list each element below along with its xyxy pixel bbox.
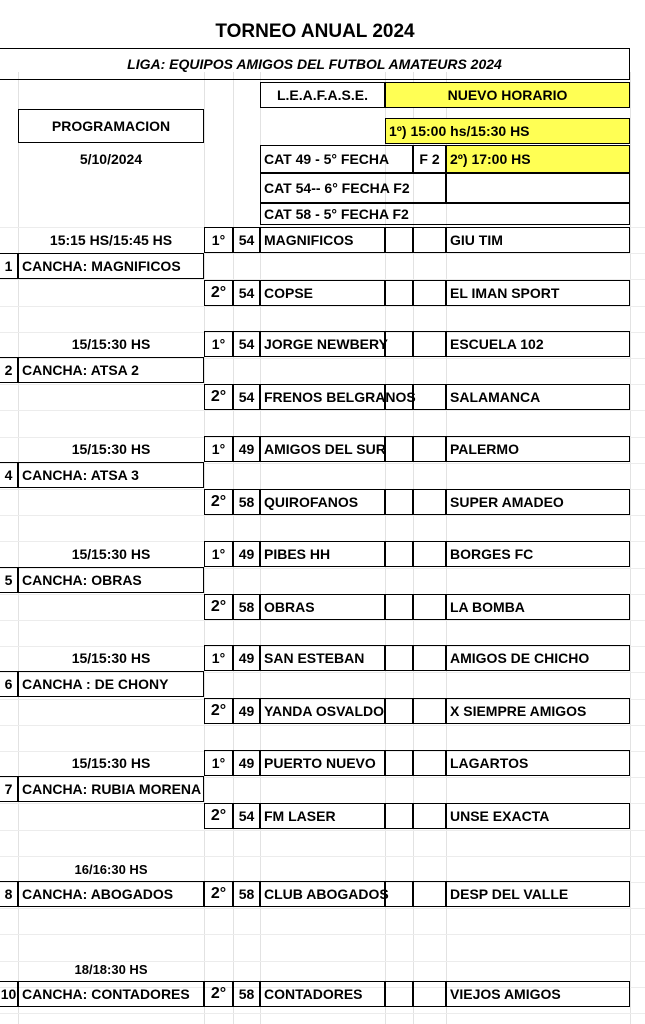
cancha-number: 1 <box>0 253 18 279</box>
match-time: 15:15 HS/15:45 HS <box>49 232 173 248</box>
nuevo-horario-label: NUEVO HORARIO <box>385 82 630 108</box>
away-team: SUPER AMADEO <box>446 489 630 515</box>
match-category: 49 <box>233 750 260 776</box>
match-order: 2° <box>204 803 233 829</box>
match-category: 54 <box>233 384 260 410</box>
empty-cell <box>385 227 413 253</box>
match-order: 1° <box>204 541 233 567</box>
org-label: L.E.A.F.A.S.E. <box>260 82 385 108</box>
match-time: 15/15:30 HS <box>71 336 151 352</box>
home-team: YANDA OSVALDO <box>260 698 385 724</box>
grid-line <box>0 934 645 935</box>
home-team: JORGE NEWBERY <box>260 331 385 357</box>
home-team: CLUB ABOGADOS <box>260 881 385 907</box>
match-category: 58 <box>233 881 260 907</box>
away-team: UNSE EXACTA <box>446 803 630 829</box>
away-team: EL IMAN SPORT <box>446 280 630 306</box>
cancha-number: 4 <box>0 462 18 488</box>
grid-line <box>0 908 645 909</box>
cancha-number: 8 <box>0 881 18 907</box>
away-team: VIEJOS AMIGOS <box>446 981 630 1007</box>
match-order: 1° <box>204 750 233 776</box>
match-time: 15/15:30 HS <box>71 755 151 771</box>
home-team: OBRAS <box>260 594 385 620</box>
empty-cell <box>385 981 413 1007</box>
grid-line <box>0 410 645 411</box>
home-team: MAGNIFICOS <box>260 227 385 253</box>
horario-1: 1º) 15:00 hs/15:30 HS <box>385 118 630 144</box>
match-order: 2° <box>204 881 233 907</box>
cancha-name: CANCHA: OBRAS <box>18 567 204 593</box>
match-order: 2° <box>204 594 233 620</box>
empty-cell <box>385 489 413 515</box>
away-team: LAGARTOS <box>446 750 630 776</box>
away-team: PALERMO <box>446 436 630 462</box>
cancha-name: CANCHA: MAGNIFICOS <box>18 253 204 279</box>
league-name: LIGA: EQUIPOS AMIGOS DEL FUTBOL AMATEURS 2024 <box>0 48 630 80</box>
empty-cell <box>413 489 446 515</box>
match-category: 54 <box>233 331 260 357</box>
cancha-number: 10 <box>0 981 18 1007</box>
away-team: X SIEMPRE AMIGOS <box>446 698 630 724</box>
empty-cell <box>385 881 413 907</box>
empty-cell <box>413 981 446 1007</box>
empty-cell <box>385 594 413 620</box>
away-team: BORGES FC <box>446 541 630 567</box>
match-order: 1° <box>204 436 233 462</box>
away-team: AMIGOS DE CHICHO <box>446 645 630 671</box>
home-team: COPSE <box>260 280 385 306</box>
match-time: 18/18:30 HS <box>74 961 148 977</box>
horario-2: 2º) 17:00 HS <box>446 145 630 173</box>
empty-cell <box>413 331 446 357</box>
empty-cell <box>413 541 446 567</box>
match-order: 2° <box>204 384 233 410</box>
cancha-name: CANCHA: CONTADORES <box>18 981 204 1007</box>
empty-cell <box>413 750 446 776</box>
home-team: PIBES HH <box>260 541 385 567</box>
empty-cell <box>413 384 446 410</box>
match-time: 16/16:30 HS <box>74 861 148 877</box>
empty-cell <box>385 331 413 357</box>
cancha-name: CANCHA: ABOGADOS <box>18 881 204 907</box>
cancha-number: 2 <box>0 357 18 383</box>
empty-cell <box>413 698 446 724</box>
empty-cell <box>413 594 446 620</box>
home-team: QUIROFANOS <box>260 489 385 515</box>
grid-line <box>0 1013 645 1014</box>
match-time: 15/15:30 HS <box>71 441 151 457</box>
match-order: 2° <box>204 698 233 724</box>
grid-line <box>0 515 645 516</box>
match-order: 1° <box>204 645 233 671</box>
empty-cell <box>413 803 446 829</box>
cat-49-label: CAT 49 - 5° FECHA <box>260 145 413 173</box>
match-category: 54 <box>233 803 260 829</box>
home-team: CONTADORES <box>260 981 385 1007</box>
page-title: TORNEO ANUAL 2024 <box>215 20 415 42</box>
cancha-name: CANCHA : DE CHONY <box>18 671 204 697</box>
empty-cell <box>413 227 446 253</box>
match-category: 49 <box>233 645 260 671</box>
cancha-number: 6 <box>0 671 18 697</box>
empty-cell <box>385 541 413 567</box>
home-team: PUERTO NUEVO <box>260 750 385 776</box>
match-order: 2° <box>204 280 233 306</box>
match-order: 1° <box>204 227 233 253</box>
cancha-name: CANCHA: RUBIA MORENA <box>18 776 204 802</box>
grid-line <box>0 620 645 621</box>
cat-54-label: CAT 54-- 6° FECHA F2 <box>260 173 446 203</box>
grid-line <box>0 725 645 726</box>
cancha-number: 7 <box>0 776 18 802</box>
empty-cell <box>385 750 413 776</box>
match-category: 58 <box>233 489 260 515</box>
match-time: 15/15:30 HS <box>71 650 151 666</box>
empty-cell <box>385 280 413 306</box>
match-category: 49 <box>233 698 260 724</box>
f2-label: F 2 <box>413 145 446 173</box>
away-team: GIU TIM <box>446 227 630 253</box>
cancha-name: CANCHA: ATSA 2 <box>18 357 204 383</box>
cancha-name: CANCHA: ATSA 3 <box>18 462 204 488</box>
empty-cell <box>413 436 446 462</box>
cat-58-label: CAT 58 - 5° FECHA F2 <box>260 203 630 225</box>
match-category: 54 <box>233 280 260 306</box>
programacion-label: PROGRAMACION <box>18 109 204 143</box>
match-category: 49 <box>233 436 260 462</box>
grid-line <box>0 306 645 307</box>
match-order: 2° <box>204 489 233 515</box>
home-team: FM LASER <box>260 803 385 829</box>
empty-cell <box>385 645 413 671</box>
away-team: DESP DEL VALLE <box>446 881 630 907</box>
home-team: FRENOS BELGRANOS <box>260 384 385 410</box>
away-team: SALAMANCA <box>446 384 630 410</box>
empty-cell <box>413 881 446 907</box>
grid-line <box>0 856 645 857</box>
empty-cell <box>385 436 413 462</box>
cancha-number: 5 <box>0 567 18 593</box>
match-category: 54 <box>233 227 260 253</box>
home-team: SAN ESTEBAN <box>260 645 385 671</box>
date-label: 5/10/2024 <box>79 151 143 167</box>
home-team: AMIGOS DEL SUR <box>260 436 385 462</box>
empty-cell <box>413 645 446 671</box>
away-team: ESCUELA 102 <box>446 331 630 357</box>
empty-cell <box>413 280 446 306</box>
empty-cell <box>385 803 413 829</box>
match-category: 49 <box>233 541 260 567</box>
away-team: LA BOMBA <box>446 594 630 620</box>
empty-cell <box>385 384 413 410</box>
match-order: 1° <box>204 331 233 357</box>
match-category: 58 <box>233 981 260 1007</box>
empty-cell <box>385 698 413 724</box>
empty-cell <box>446 173 630 203</box>
grid-line <box>0 830 645 831</box>
match-category: 58 <box>233 594 260 620</box>
match-order: 2° <box>204 981 233 1007</box>
match-time: 15/15:30 HS <box>71 546 151 562</box>
